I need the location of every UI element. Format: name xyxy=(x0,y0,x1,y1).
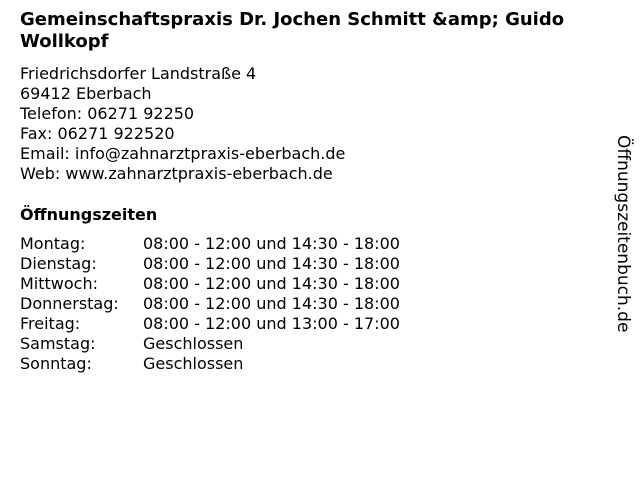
hours-time: 08:00 - 12:00 und 14:30 - 18:00 xyxy=(143,274,400,293)
hours-time: Geschlossen xyxy=(143,354,244,373)
hours-time: 08:00 - 12:00 und 14:30 - 18:00 xyxy=(143,294,400,313)
hours-day: Freitag: xyxy=(20,314,81,333)
site-watermark: Öffnungszeitenbuch.de xyxy=(613,135,633,333)
city-line: 69412 Eberbach xyxy=(20,84,152,103)
hours-day: Mittwoch: xyxy=(20,274,98,293)
opening-hours-heading: Öffnungszeiten xyxy=(20,205,158,224)
hours-day: Samstag: xyxy=(20,334,96,353)
hours-row-saturday xyxy=(20,334,400,354)
hours-day: Sonntag: xyxy=(20,354,92,373)
hours-row-monday xyxy=(20,234,400,254)
hours-day: Dienstag: xyxy=(20,254,97,273)
hours-time: 08:00 - 12:00 und 13:00 - 17:00 xyxy=(143,314,400,333)
hours-row-tuesday xyxy=(20,254,400,274)
hours-time: 08:00 - 12:00 und 14:30 - 18:00 xyxy=(143,234,400,253)
street-address: Friedrichsdorfer Landstraße 4 xyxy=(20,64,257,83)
hours-day: Montag: xyxy=(20,234,86,253)
practice-title: Gemeinschaftspraxis Dr. Jochen Schmitt &amp; Guido Wollkopf xyxy=(20,9,565,52)
fax-line: Fax: 06271 922520 xyxy=(20,124,175,143)
phone-line: Telefon: 06271 92250 xyxy=(20,104,195,123)
contact-info xyxy=(20,64,345,184)
email-line: Email: info@zahnarztpraxis-eberbach.de xyxy=(20,144,346,163)
hours-row-thursday xyxy=(20,294,400,314)
hours-row-friday xyxy=(20,314,400,334)
web-line: Web: www.zahnarztpraxis-eberbach.de xyxy=(20,164,333,183)
hours-time: 08:00 - 12:00 und 14:30 - 18:00 xyxy=(143,254,400,273)
hours-time: Geschlossen xyxy=(143,334,244,353)
hours-row-wednesday xyxy=(20,274,400,294)
opening-hours-table xyxy=(20,234,400,374)
hours-row-sunday xyxy=(20,354,400,374)
hours-day: Donnerstag: xyxy=(20,294,119,313)
